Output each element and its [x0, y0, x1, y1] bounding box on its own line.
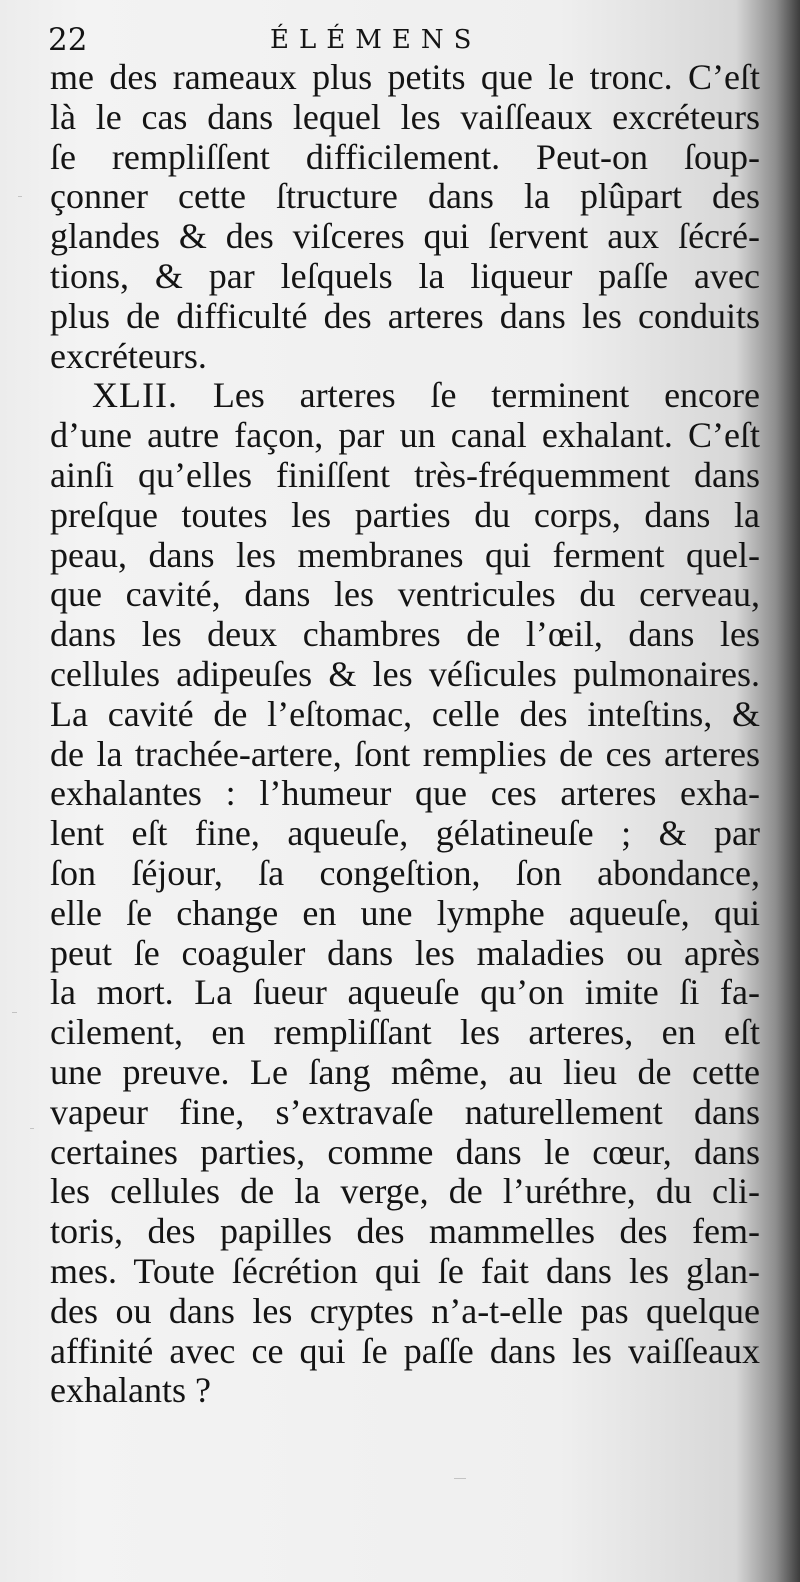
text-line: peau, dans les membranes qui ferment quel-	[50, 534, 760, 575]
paper-speck	[30, 1128, 34, 1129]
text-line: glandes & des viſceres qui ſervent aux ſécré-	[50, 216, 760, 257]
text-line: des ou dans les cryptes n’a-t-elle pas quelque	[50, 1290, 760, 1331]
text-line: preſque toutes les parties du corps, dans la	[50, 494, 760, 535]
text-line: exhalants ?	[50, 1370, 211, 1411]
text-line: çonner cette ſtructure dans la plûpart des	[50, 176, 760, 217]
text-line: affinité avec ce qui ſe paſſe dans les vaiſſeaux	[50, 1330, 760, 1371]
text-line: cilement, en rempliſſant les arteres, en eſt	[50, 1012, 760, 1053]
body-text	[50, 58, 760, 1411]
text-line: elle ſe change en une lymphe aqueuſe, qui	[50, 892, 760, 933]
running-title: ÉLÉMENS	[270, 25, 482, 55]
page-number: 22	[48, 22, 88, 58]
text-line: la mort. La ſueur aqueuſe qu’on imite ſi fa-	[50, 972, 760, 1013]
section-label: XLII.	[92, 375, 178, 416]
paper-speck	[18, 196, 22, 197]
text-line: de la trachée-artere, ſont remplies de ces arteres	[50, 733, 760, 774]
text-line: mes. Toute ſécrétion qui ſe fait dans les glan-	[50, 1250, 760, 1291]
text-line: plus de difficulté des arteres dans les conduits	[50, 295, 760, 336]
paper-speck	[12, 1012, 17, 1013]
text-line: les cellules de la verge, de l’uréthre, du cli-	[50, 1171, 760, 1212]
text-line: ainſi qu’elles finiſſent très-fréquemment dans	[50, 454, 760, 495]
text-line: certaines parties, comme dans le cœur, dans	[50, 1131, 760, 1172]
text-line-content: Les arteres ſe terminent encore	[212, 375, 761, 416]
text-line: lent eſt fine, aqueuſe, gélatineuſe ; & par	[50, 813, 760, 854]
text-line: ſe rempliſſent difficilement. Peut-on ſoup-	[50, 136, 760, 177]
text-line: tions, & par leſquels la liqueur paſſe avec	[50, 255, 760, 296]
paragraph-section-xlii	[50, 376, 760, 1411]
text-line: excréteurs.	[50, 335, 207, 376]
text-line: ſon ſéjour, ſa congeſtion, ſon abondance,	[50, 852, 760, 893]
text-line: vapeur fine, s’extravaſe naturellement dans	[50, 1091, 760, 1132]
text-line: là le cas dans lequel les vaiſſeaux excréteurs	[50, 96, 760, 137]
paragraph	[50, 58, 760, 376]
text-line: La cavité de l’eſtomac, celle des inteſtins, &	[50, 693, 760, 734]
text-line: me des rameaux plus petits que le tronc. C’eſt	[50, 57, 760, 97]
text-line	[50, 376, 760, 416]
text-line: dans les deux chambres de l’œil, dans les	[50, 614, 760, 655]
text-line: que cavité, dans les ventricules du cerveau,	[50, 574, 760, 615]
paper-speck	[454, 1478, 466, 1479]
text-line: cellules adipeuſes & les véſicules pulmonaires.	[50, 653, 760, 694]
text-line: peut ſe coaguler dans les maladies ou après	[50, 932, 760, 973]
text-line: une preuve. Le ſang même, au lieu de cette	[50, 1051, 760, 1092]
text-line: toris, des papilles des mammelles des fem-	[50, 1211, 760, 1252]
text-line: d’une autre façon, par un canal exhalant. C’eſt	[50, 415, 760, 456]
page-header	[48, 24, 548, 56]
text-line: exhalantes : l’humeur que ces arteres exha-	[50, 773, 760, 814]
